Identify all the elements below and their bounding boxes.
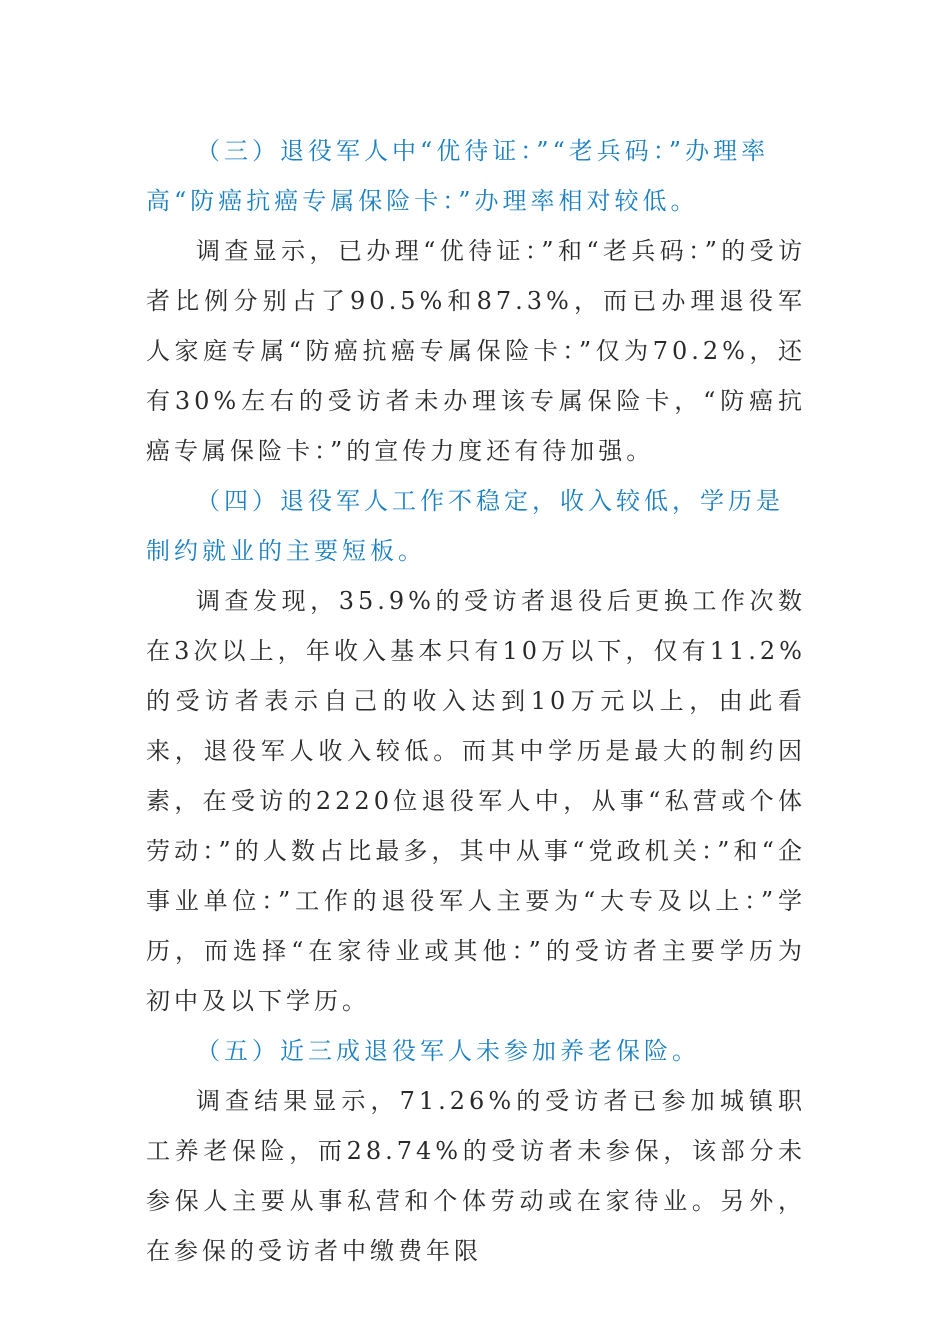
document-page	[146, 126, 806, 1276]
section-heading-5: （五）近三成退役军人未参加养老保险。	[196, 1037, 700, 1065]
section-body-4: 调查发现，35.9%的受访者退役后更换工作次数在3次以上，年收入基本只有10万以下，仅有11.2%的受访者表示自己的收入达到10万元以上，由此看来，退役军人收入较低。而其中学历是最大的制约因素，在受访的2220位退役军人中，从事“私营或个体劳动：”的人数占比最多，其中从事“党政机关：”和“企事业单位：”工作的退役军人主要为“大专及以上：”学历，而选择“在家待业或其他：”的受访者主要学历为初中及以下学历。	[146, 587, 806, 1015]
section-heading-3: （三）退役军人中“优待证：”“老兵码：”办理率高“防癌抗癌专属保险卡：”办理率相对较低。	[146, 137, 770, 215]
section-body-5: 调查结果显示，71.26%的受访者已参加城镇职工养老保险，而28.74%的受访者未参保，该部分未参保人主要从事私营和个体劳动或在家待业。另外，在参保的受访者中缴费年限	[146, 1087, 806, 1265]
section-heading-4: （四）退役军人工作不稳定，收入较低，学历是制约就业的主要短板。	[146, 487, 784, 565]
section-body-3: 调查显示，已办理“优待证：”和“老兵码：”的受访者比例分别占了90.5%和87.3%，而已办理退役军人家庭专属“防癌抗癌专属保险卡：”仅为70.2%，还有30%左右的受访者未办理该专属保险卡，“防癌抗癌专属保险卡：”的宣传力度还有待加强。	[146, 237, 806, 465]
